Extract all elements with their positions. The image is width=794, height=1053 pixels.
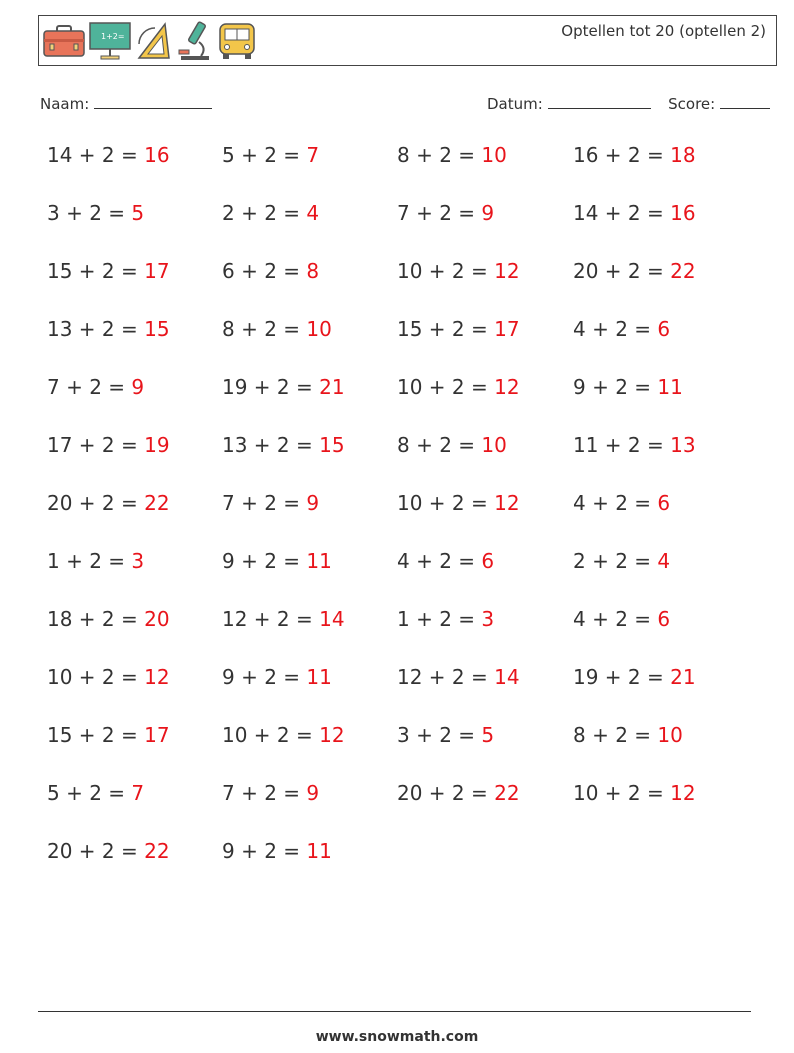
problem-equation: 3 + 2 = bbox=[47, 201, 132, 225]
problem-item bbox=[222, 433, 345, 457]
problem-equation: 1 + 2 = bbox=[47, 549, 132, 573]
problem-answer: 16 bbox=[670, 201, 696, 225]
worksheet-title: Optellen tot 20 (optellen 2) bbox=[561, 22, 766, 40]
problem-equation: 11 + 2 = bbox=[573, 433, 671, 457]
problem-item bbox=[47, 201, 144, 225]
problem-answer: 12 bbox=[494, 259, 520, 283]
footer-url: www.snowmath.com bbox=[315, 1029, 479, 1045]
problem-equation: 20 + 2 = bbox=[573, 259, 671, 283]
problem-item bbox=[47, 143, 170, 167]
score-blank bbox=[720, 94, 770, 109]
problem-item bbox=[222, 549, 332, 573]
problem-equation: 17 + 2 = bbox=[47, 433, 145, 457]
problem-item bbox=[397, 259, 520, 283]
microscope-icon bbox=[177, 20, 213, 62]
problem-answer: 4 bbox=[306, 201, 320, 225]
problem-answer: 22 bbox=[144, 839, 170, 863]
problem-answer: 15 bbox=[144, 317, 170, 341]
problem-equation: 10 + 2 = bbox=[47, 665, 145, 689]
problem-answer: 7 bbox=[131, 781, 145, 805]
problem-answer: 10 bbox=[306, 317, 332, 341]
problem-answer: 21 bbox=[670, 665, 696, 689]
problem-answer: 16 bbox=[144, 143, 170, 167]
problem-equation: 20 + 2 = bbox=[47, 839, 145, 863]
problem-item bbox=[397, 723, 494, 747]
problem-equation: 19 + 2 = bbox=[222, 375, 320, 399]
problem-equation: 2 + 2 = bbox=[573, 549, 658, 573]
problem-item bbox=[222, 259, 319, 283]
problem-answer: 12 bbox=[144, 665, 170, 689]
problem-answer: 10 bbox=[481, 433, 507, 457]
problem-answer: 11 bbox=[657, 375, 683, 399]
score-label: Score: bbox=[668, 95, 716, 113]
problem-equation: 16 + 2 = bbox=[573, 143, 671, 167]
problem-answer: 12 bbox=[670, 781, 696, 805]
problem-equation: 15 + 2 = bbox=[47, 723, 145, 747]
problem-equation: 8 + 2 = bbox=[573, 723, 658, 747]
problem-answer: 17 bbox=[494, 317, 520, 341]
problem-answer: 21 bbox=[319, 375, 345, 399]
problem-equation: 4 + 2 = bbox=[573, 607, 658, 631]
problem-answer: 18 bbox=[670, 143, 696, 167]
problem-equation: 15 + 2 = bbox=[397, 317, 495, 341]
problem-item bbox=[573, 317, 670, 341]
problem-item bbox=[222, 607, 345, 631]
problem-equation: 15 + 2 = bbox=[47, 259, 145, 283]
problem-item bbox=[222, 665, 332, 689]
problem-answer: 17 bbox=[144, 723, 170, 747]
problem-equation: 14 + 2 = bbox=[573, 201, 671, 225]
problem-item bbox=[47, 549, 144, 573]
problem-item bbox=[397, 491, 520, 515]
problem-item bbox=[47, 839, 170, 863]
problem-item bbox=[573, 549, 670, 573]
problem-answer: 22 bbox=[494, 781, 520, 805]
problem-answer: 11 bbox=[306, 665, 332, 689]
problem-item bbox=[397, 143, 507, 167]
problem-equation: 9 + 2 = bbox=[222, 665, 307, 689]
problem-answer: 10 bbox=[481, 143, 507, 167]
problem-item bbox=[573, 781, 696, 805]
problem-answer: 11 bbox=[306, 549, 332, 573]
problem-answer: 22 bbox=[144, 491, 170, 515]
date-score-fields bbox=[487, 94, 770, 113]
problem-equation: 5 + 2 = bbox=[222, 143, 307, 167]
problem-equation: 12 + 2 = bbox=[222, 607, 320, 631]
problem-equation: 10 + 2 = bbox=[397, 375, 495, 399]
problem-item bbox=[573, 375, 683, 399]
problem-item bbox=[222, 317, 332, 341]
problem-item bbox=[47, 781, 144, 805]
problem-equation: 4 + 2 = bbox=[573, 491, 658, 515]
problem-item bbox=[573, 665, 696, 689]
problem-item bbox=[222, 491, 319, 515]
problem-answer: 20 bbox=[144, 607, 170, 631]
problem-answer: 6 bbox=[657, 317, 671, 341]
problem-answer: 5 bbox=[481, 723, 495, 747]
problem-answer: 9 bbox=[306, 491, 320, 515]
problem-item bbox=[47, 491, 170, 515]
problem-answer: 7 bbox=[306, 143, 320, 167]
problem-item bbox=[222, 723, 345, 747]
problem-item bbox=[47, 317, 170, 341]
problem-equation: 10 + 2 = bbox=[573, 781, 671, 805]
problem-answer: 3 bbox=[481, 607, 495, 631]
footer-divider bbox=[38, 1011, 751, 1012]
problem-answer: 8 bbox=[306, 259, 320, 283]
problem-answer: 5 bbox=[131, 201, 145, 225]
problem-answer: 12 bbox=[319, 723, 345, 747]
problem-item bbox=[47, 433, 170, 457]
problem-item bbox=[397, 781, 520, 805]
icon-strip bbox=[43, 20, 257, 62]
problem-equation: 2 + 2 = bbox=[222, 201, 307, 225]
problem-equation: 19 + 2 = bbox=[573, 665, 671, 689]
problem-item bbox=[573, 491, 670, 515]
problem-equation: 3 + 2 = bbox=[397, 723, 482, 747]
problem-item bbox=[397, 433, 507, 457]
problem-equation: 10 + 2 = bbox=[397, 491, 495, 515]
problem-equation: 10 + 2 = bbox=[222, 723, 320, 747]
problem-equation: 1 + 2 = bbox=[397, 607, 482, 631]
problem-item bbox=[222, 781, 319, 805]
problem-equation: 9 + 2 = bbox=[573, 375, 658, 399]
school-bus-icon bbox=[217, 21, 257, 61]
problem-answer: 6 bbox=[657, 607, 671, 631]
problem-item bbox=[397, 665, 520, 689]
problem-item bbox=[397, 201, 494, 225]
problem-answer: 9 bbox=[306, 781, 320, 805]
problem-equation: 7 + 2 = bbox=[222, 781, 307, 805]
name-blank bbox=[94, 94, 212, 109]
problem-equation: 5 + 2 = bbox=[47, 781, 132, 805]
problem-answer: 6 bbox=[657, 491, 671, 515]
problem-answer: 9 bbox=[481, 201, 495, 225]
problem-answer: 17 bbox=[144, 259, 170, 283]
date-label: Datum: bbox=[487, 95, 543, 113]
problem-equation: 20 + 2 = bbox=[397, 781, 495, 805]
problem-item bbox=[573, 723, 683, 747]
problem-item bbox=[47, 665, 170, 689]
name-label: Naam: bbox=[40, 95, 90, 113]
problem-item bbox=[573, 143, 696, 167]
problem-item bbox=[222, 839, 332, 863]
problem-equation: 13 + 2 = bbox=[47, 317, 145, 341]
problem-item bbox=[397, 317, 520, 341]
problem-equation: 8 + 2 = bbox=[397, 143, 482, 167]
problem-item bbox=[397, 549, 494, 573]
problem-equation: 14 + 2 = bbox=[47, 143, 145, 167]
briefcase-icon bbox=[43, 24, 85, 58]
problem-equation: 7 + 2 = bbox=[397, 201, 482, 225]
problem-item bbox=[222, 201, 319, 225]
problem-item bbox=[397, 607, 494, 631]
name-field bbox=[40, 94, 212, 113]
problem-answer: 12 bbox=[494, 491, 520, 515]
problem-equation: 7 + 2 = bbox=[222, 491, 307, 515]
date-blank bbox=[548, 94, 651, 109]
svg-text:1+2=: 1+2= bbox=[101, 32, 125, 41]
problem-equation: 8 + 2 = bbox=[222, 317, 307, 341]
problem-item bbox=[47, 375, 144, 399]
problem-equation: 12 + 2 = bbox=[397, 665, 495, 689]
problem-equation: 7 + 2 = bbox=[47, 375, 132, 399]
problem-answer: 9 bbox=[131, 375, 145, 399]
problem-answer: 10 bbox=[657, 723, 683, 747]
problem-item bbox=[47, 607, 170, 631]
problem-equation: 4 + 2 = bbox=[397, 549, 482, 573]
problem-answer: 14 bbox=[319, 607, 345, 631]
problem-equation: 20 + 2 = bbox=[47, 491, 145, 515]
problem-answer: 19 bbox=[144, 433, 170, 457]
problem-item bbox=[573, 607, 670, 631]
problem-answer: 6 bbox=[481, 549, 495, 573]
problem-answer: 15 bbox=[319, 433, 345, 457]
problem-answer: 22 bbox=[670, 259, 696, 283]
problem-item bbox=[222, 375, 345, 399]
problem-item bbox=[397, 375, 520, 399]
problem-answer: 11 bbox=[306, 839, 332, 863]
problem-item bbox=[222, 143, 319, 167]
problem-item bbox=[47, 259, 170, 283]
problem-answer: 13 bbox=[670, 433, 696, 457]
problem-equation: 10 + 2 = bbox=[397, 259, 495, 283]
problem-equation: 9 + 2 = bbox=[222, 549, 307, 573]
worksheet-header bbox=[38, 15, 777, 66]
problem-equation: 6 + 2 = bbox=[222, 259, 307, 283]
protractor-icon bbox=[135, 20, 173, 62]
problem-answer: 4 bbox=[657, 549, 671, 573]
problem-equation: 18 + 2 = bbox=[47, 607, 145, 631]
problem-equation: 4 + 2 = bbox=[573, 317, 658, 341]
problem-equation: 9 + 2 = bbox=[222, 839, 307, 863]
problem-answer: 14 bbox=[494, 665, 520, 689]
problem-item bbox=[573, 433, 696, 457]
problem-item bbox=[573, 201, 696, 225]
problem-item bbox=[47, 723, 170, 747]
problem-equation: 13 + 2 = bbox=[222, 433, 320, 457]
problem-item bbox=[573, 259, 696, 283]
problem-answer: 3 bbox=[131, 549, 145, 573]
problem-answer: 12 bbox=[494, 375, 520, 399]
chalkboard-icon bbox=[89, 20, 131, 62]
problem-equation: 8 + 2 = bbox=[397, 433, 482, 457]
